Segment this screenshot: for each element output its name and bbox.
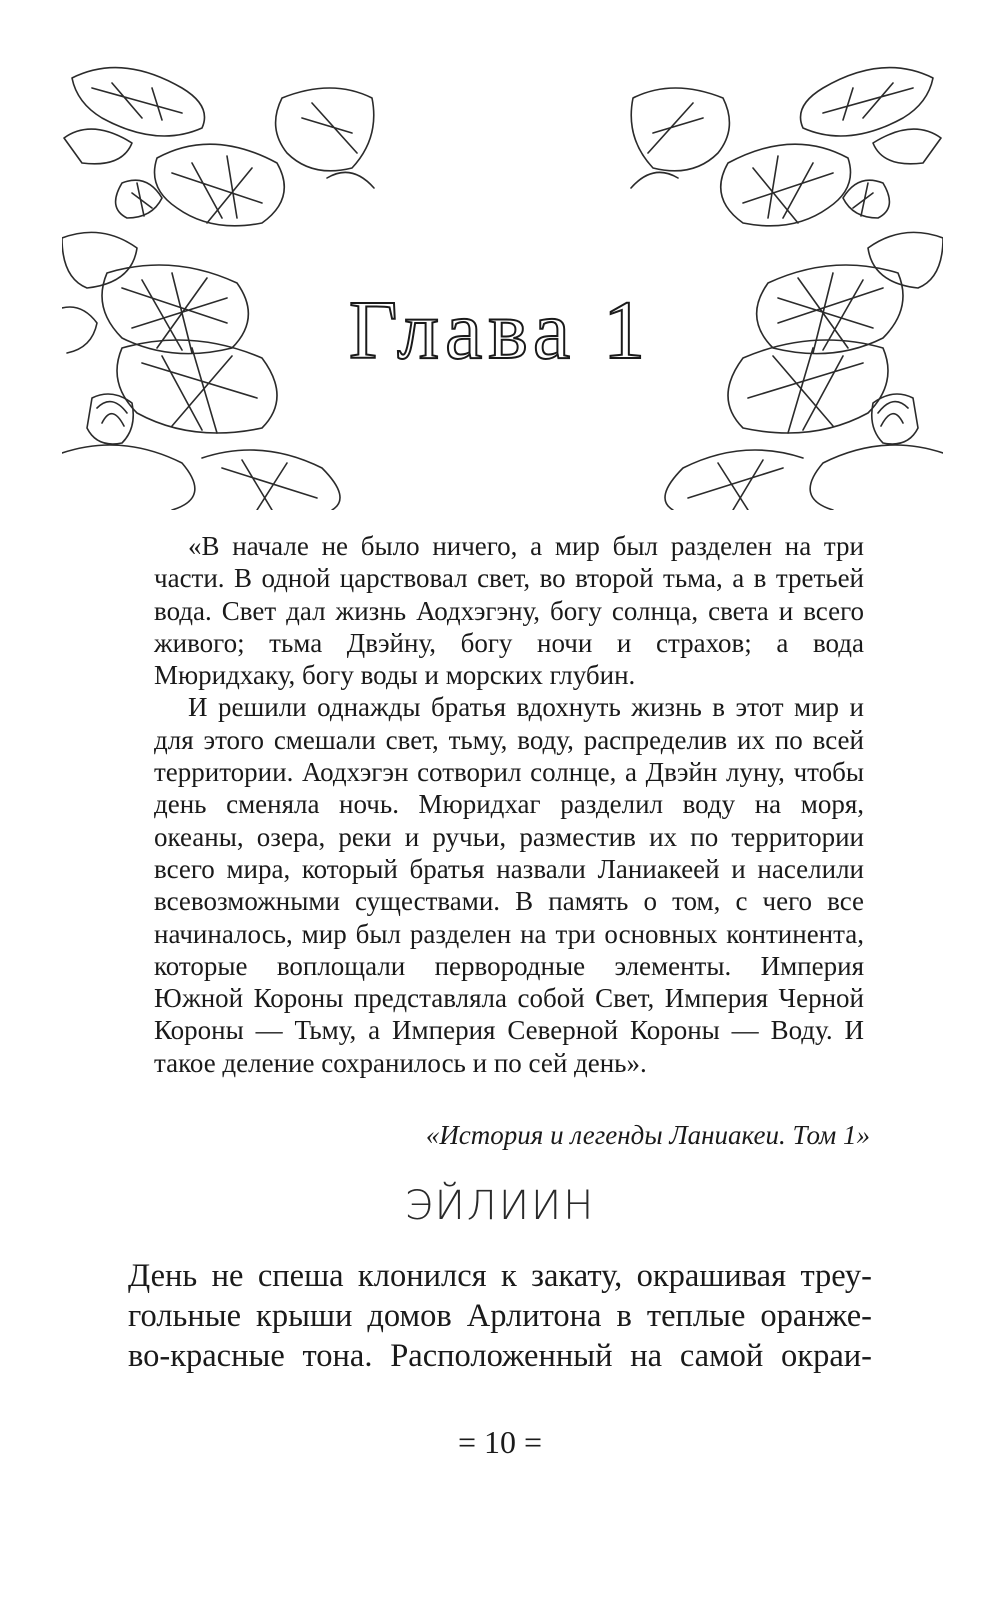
- body-line: День не спеша клонился к закату, окрашивая треу-: [128, 1258, 872, 1294]
- body-text: [128, 1256, 872, 1376]
- section-title: ЭЙЛИИН: [404, 1183, 596, 1229]
- epigraph-paragraph: И решили однажды братья вдохнуть жизнь в этот мир и для этого смешали свет, тьму, воду, распределив их по всей территории. Аодхэгэн сотворил солнце, а Двэйн луну, чтобы день сменяла ночь. Мюридхаг разделил воду на моря, океаны, озера, реки и ручьи, разместив их по территории всего мира, который братья назвали Ланиакеей и населили всевозможными существами. В память о том, с чего все начиналось, мир был разделен на три основных континента, которые воплощали первородные элементы. Империя Южной Короны представляла собой Свет, Империя Черной Короны — Тьму, а Империя Северной Короны — Воду. И такое деление сохранилось и по сей день».: [154, 692, 864, 1078]
- epigraph-source: «История и легенды Ланиакеи. Том 1»: [425, 1120, 870, 1150]
- page-number: = 10 =: [457, 1424, 543, 1460]
- body-line: гольные крыши домов Арлитона в теплые оранже-: [128, 1298, 872, 1334]
- epigraph: [154, 530, 864, 1079]
- chapter-title: Глава 1: [348, 284, 652, 377]
- epigraph-paragraph: «В начале не было ничего, а мир был разделен на три части. В одной царствовал свет, во второй тьма, а в третьей вода. Свет дал жизнь Аодхэгэну, богу солнца, света и всего живого; тьма Двэйну, богу ночи и страхов; а вода Мюридхаку, богу воды и морских глубин.: [154, 531, 864, 691]
- body-line: во-красные тона. Расположенный на самой окраи-: [128, 1338, 872, 1374]
